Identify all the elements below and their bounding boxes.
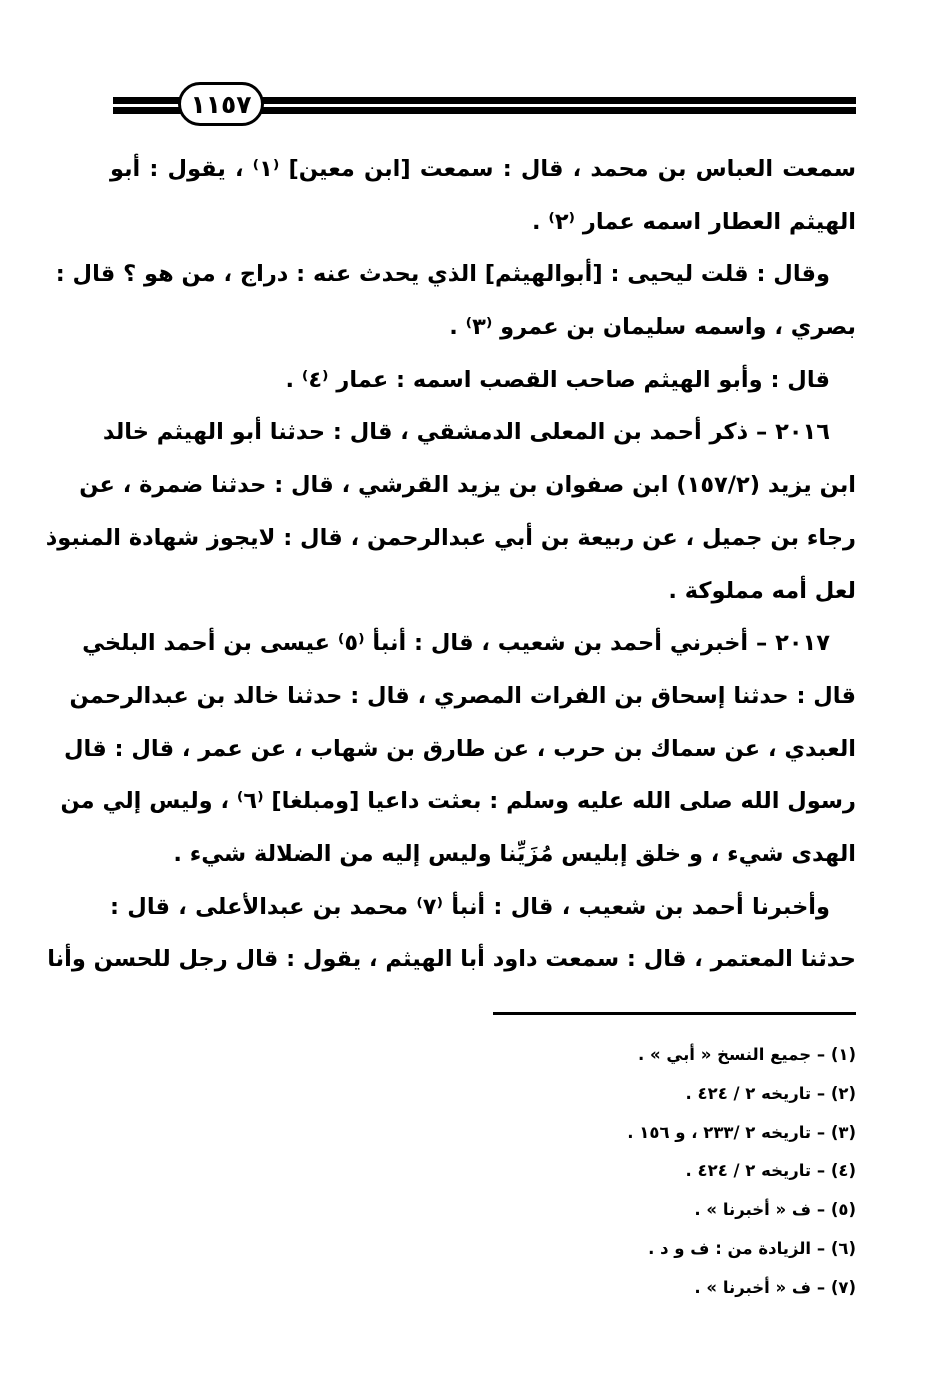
- body-line: ٢٠١٦ – ذكر أحمد بن المعلى الدمشقي ، قال : حدثنا أبو الهيثم خالد: [102, 419, 830, 446]
- body-line: رجاء بن جميل ، عن ربيعة بن أبي عبدالرحمن ، قال : لايجوز شهادة المنبوذ: [45, 524, 856, 551]
- body-line: الهدى شيء ، و خلق إبليس مُزَيِّنا وليس إليه من الضلالة شيء .: [173, 840, 856, 867]
- body-line: حدثنا المعتمر ، قال : سمعت داود أبا الهيثم ، يقول : قال رجل للحسن وأنا: [47, 946, 856, 973]
- footnote-item: (٣) – تاريخه ٢ /٢٣٣ ، و ١٥٦ .: [627, 1122, 856, 1142]
- footnote-separator: [493, 1012, 856, 1015]
- footnote-item: (٢) – تاريخه ٢ / ٤٢٤ .: [685, 1083, 856, 1103]
- footnote-item: (٦) – الزيادة من : ف و د .: [648, 1238, 856, 1258]
- body-line: لعل أمه مملوكة .: [668, 577, 856, 604]
- footnote-item: (٧) – ف « أخبرنا » .: [694, 1277, 856, 1297]
- main-text: [45, 143, 856, 986]
- body-line: وأخبرنا أحمد بن شعيب ، قال : أنبأ ⁽٧⁾ محمد بن عبدالأعلى ، قال :: [110, 893, 830, 920]
- footnote-item: (٤) – تاريخه ٢ / ٤٢٤ .: [685, 1161, 856, 1181]
- body-line: سمعت العباس بن محمد ، قال : سمعت [ابن معين] ⁽١⁾ ، يقول : أبو: [110, 156, 856, 182]
- body-line: وقال : قلت ليحيى : [أبوالهيثم] الذي يحدث عنه : دراج ، من هو ؟ قال :: [55, 261, 830, 288]
- body-line: ٢٠١٧ – أخبرني أحمد بن شعيب ، قال : أنبأ ⁽٥⁾ عيسى بن أحمد البلخي: [82, 630, 830, 657]
- footnote-item: (١) – جميع النسخ « أبي » .: [638, 1045, 856, 1064]
- page-header: [0, 0, 939, 150]
- body-line: قال : وأبو الهيثم صاحب القصب اسمه : عمار ⁽٤⁾ .: [285, 366, 830, 393]
- body-line: قال : حدثنا إسحاق بن الفرات المصري ، قال : حدثنا خالد بن عبدالرحمن: [69, 682, 856, 709]
- body-line: رسول الله صلى الله عليه وسلم : بعثت داعيا [ومبلغا] ⁽٦⁾ ، وليس إلي من: [60, 788, 856, 815]
- footnote-item: (٥) – ف « أخبرنا » .: [694, 1200, 856, 1220]
- footnotes: [400, 1036, 856, 1308]
- body-line: ابن يزيد (١٥٧/٢) ابن صفوان بن يزيد القرشي ، قال : حدثنا ضمرة ، عن: [79, 472, 856, 499]
- page-number: ١١٥٧: [178, 82, 264, 126]
- body-line: العبدي ، عن سماك بن حرب ، عن طارق بن شهاب ، عن عمر ، قال : قال: [64, 735, 856, 762]
- body-line: بصري ، واسمه سليمان بن عمرو ⁽٣⁾ .: [449, 314, 856, 341]
- body-line: الهيثم العطار اسمه عمار ⁽٢⁾ .: [531, 208, 856, 235]
